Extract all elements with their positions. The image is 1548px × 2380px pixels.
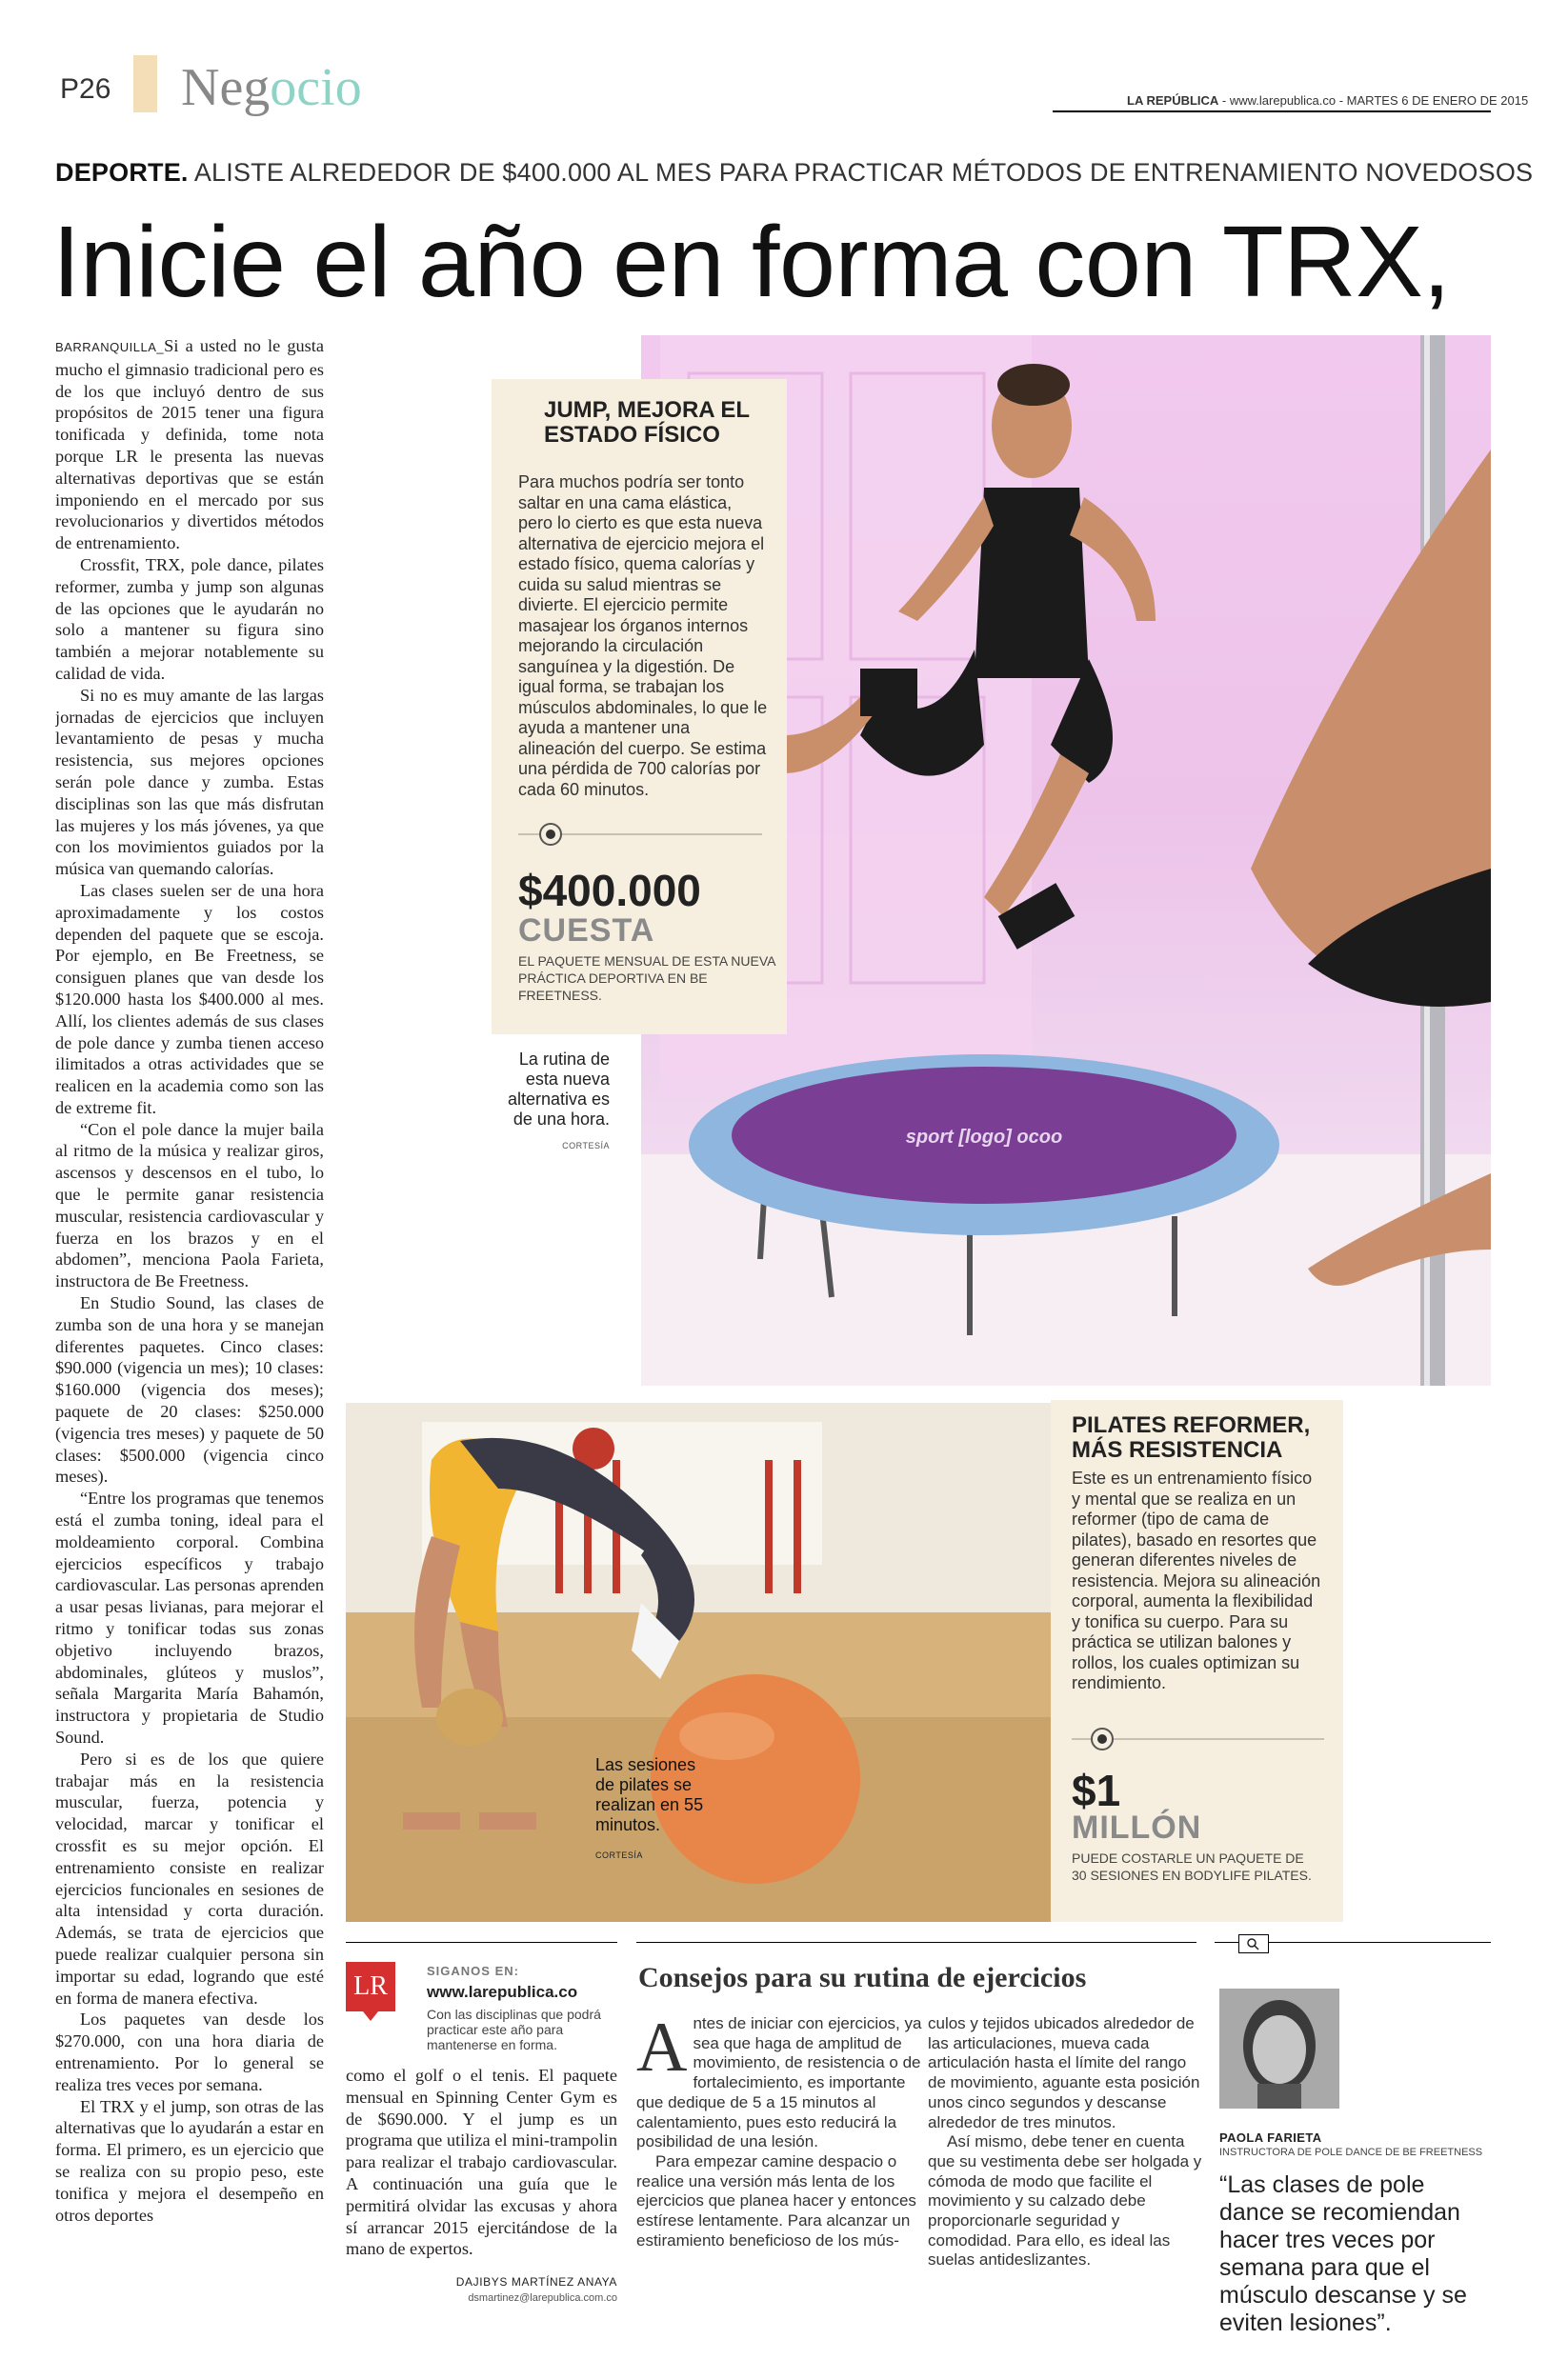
article-body-column-1: BARRANQUILLA_Si a usted no le gusta mucho el gimnasio tradicional pero es de los que incluyó dentro de sus propósitos de 2015 tener una figura tonificada y definida, tome nota porque LR le presenta las nuevas alternativas deportivas que se están imponiendo en el mercado por sus revolucionarios y divertidos métodos de entrenamiento. Crossfit, TRX, pole dance, pilates reformer, zumba y jump son algunas de las opciones que le ayudarán no solo a mantener su figura sino también a mejorar notablemente su calidad de vida. Si no es muy amante de las largas jornadas de ejercicios que incluyen levantamiento de pesas y mucha resistencia, sus mejores opciones serán pole dance y zumba. Estas disciplinas son las que más disfrutan las mujeres y los más jóvenes, ya que con los movimientos guiados por la música van quemando calorías. Las clases suelen ser de una hora aproximadamente y los costos dependen del paquete que se escoja. Por ejemplo, en Be Freetness, se consiguen planes que van desde los $120.000 hasta los $400.000 al mes. Allí, los clientes además de sus clases de pole dance y zumba tienen acceso ilimitados a otras actividades que se realicen en la academia como son las de extreme fit. “Con el pole dance la mujer baila al ritmo de la música y realizar giros, ascensos y descensos en el tubo, lo que le permite ganar resistencia muscular, resistencia cardiovascular y fuerza en los brazos y en el abdomen”, menciona Paola Farieta, instructora de Be Freetness. En Studio Sound, las clases de zumba son de una hora y se manejan diferentes paquetes. Cinco clases: $90.000 (vigencia un mes); 10 clases: $160.000 (vigencia dos meses); paquete de 20 clases: $250.000 (vigencia tres meses) y paquete de 50 clases: $500.000 (vigencia cinco meses). “Entre los programas que tenemos está el zumba toning, ideal para el moldeamiento corporal. Combina ejercicios específicos y trabajo cardiovascular. Las personas aprenden a usar pesas livianas, para mejorar el ritmo y tonificar todas sus zonas objetivo incluyendo brazos, abdominales, glúteos y muslos”, señala Margarita María Bahamón, instructora y propietaria de Studio Sound. Pero si es de los que quiere trabajar más en la resistencia muscular, fuerza, potencia y velocidad, marcar y tonificar el crossfit es su mejor opción. El entrenamiento consiste en realizar ejercicios funcionales en sesiones de alta intensidad y corta duración. Además, se trata de ejercicios que puede realizar cualquier persona sin importar su edad, logrando que esté en forma de manera efectiva. Los paquetes van desde los $270.000, con una hora diaria de entrenamiento. Por lo general se realiza tres veces por semana. El TRX y el jump, son otras de las alternativas que lo ayudarán a estar en forma. El primero, es un ejercicio que se realiza con su propio peso, este tonifica y mejora el desempeño en otros deportes — [55, 336, 324, 2225]
masthead-info: LA REPÚBLICA - www.larepublica.co - MARTES 6 DE ENERO DE 2015 — [1127, 93, 1529, 108]
section-color-bar — [133, 55, 157, 112]
pilates-box-title: PILATES REFORMER, MÁS RESISTENCIA — [1072, 1412, 1311, 1463]
lr-logo: LR — [346, 1962, 395, 2011]
follow-url[interactable]: www.larepublica.co — [427, 1983, 578, 2001]
section-title: Negocio — [181, 58, 362, 117]
pilates-photo — [346, 1403, 1051, 1922]
jump-box-text: Para muchos podría ser tonto saltar en una cama elástica, pero lo cierto es que esta nueva alternativa de ejercicio mejora el estado físico, quema calorías y cuida su salud mientras se divierte. El ejercicio permite masajear los órganos internos mejorando la circulación sanguínea y la digestión. De igual forma, se trabajan los músculos abdominales, lo que le ayuda a mantener una alineación del cuerpo. Se estima una pérdida de 700 calorías por cada 60 minutos. — [518, 472, 768, 799]
header-rule — [1053, 110, 1491, 112]
consejos-column-2: culos y tejidos ubicados alrededor de las articulaciones, mueva cada articulación hasta el límite del rango de movimiento, aguante esta posición unos cinco segundos y descanse alrededor de tres minutos. Así mismo, debe tener en cuenta que su vestimenta debe ser holgada y cómoda de modo que facilite el movimiento y su calzado debe proporcionarle seguridad y comodidad. Para ello, es ideal las suelas antideslizantes. — [928, 2014, 1202, 2270]
pilates-photo-caption: Las sesiones de pilates se realizan en 55 minutos. — [595, 1755, 704, 1834]
pilates-photo-illustration — [346, 1403, 1051, 1922]
pilates-box-text: Este es un entrenamiento físico y mental que se realiza en un reformer (tipo de cama de pilates), basado en resortes que generan diferentes niveles de resistencia. Mejora su alineación corporal, aumenta la flexibilidad y tonifica su cuerpo. Para su práctica se utilizan balones y rollos, los cuales optimizan su rendimiento. — [1072, 1469, 1321, 1692]
follow-text: Con las disciplinas que podrá practicar este año para mantenerse en forma. — [427, 2007, 601, 2052]
pilates-box-price-label: MILLÓN — [1072, 1810, 1202, 1846]
consejos-title: Consejos para su rutina de ejercicios — [638, 1962, 1087, 1993]
jump-photo-credit: CORTESÍA — [562, 1141, 610, 1150]
jump-box-price: $400.000 — [518, 866, 701, 915]
consejos-dropcap: A — [636, 2009, 688, 2087]
article-headline: Inicie el año en forma con TRX, — [52, 206, 1451, 318]
page-number: P26 — [60, 73, 111, 105]
jump-box-title: JUMP, MEJORA EL ESTADO FÍSICO — [544, 397, 750, 448]
article-dateline: BARRANQUILLA_ — [55, 340, 165, 354]
pilates-box-price: $1 — [1072, 1766, 1121, 1815]
paola-farieta-portrait — [1219, 1989, 1339, 2109]
search-magnifier-icon — [1238, 1934, 1269, 1953]
consejos-column-1: Antes de iniciar con ejercicios, ya sea que haga de amplitud de movimiento, de resistencia o de fortalecimiento, es importante que dedique de 5 a 15 minutos al calentamiento, pues esto reducirá la posibilidad de una lesión. Para empezar camine despacio o realice una versión más lenta de los ejercicios que planea hacer y entonces estírese lentamente. Para alcanzar un estiramiento beneficioso de los mús- — [636, 2009, 922, 2250]
bullet-target-icon — [1091, 1728, 1114, 1750]
article-author-email[interactable]: dsmartinez@larepublica.com.co — [468, 2292, 617, 2304]
article-body-column-2: como el golf o el tenis. El paquete mensual en Spinning Center Gym es de $690.000. Y el jump es un programa que utiliza el mini-trampolin para realizar el trabajo cardiovascular. A continuación una guía que le permitirá olvidar las excusas y ahora sí arrancar 2015 ejercitándose de la mano de expertos. — [346, 2066, 617, 2259]
pilates-infobox — [1051, 1400, 1343, 1922]
consejos-rule — [636, 1942, 1196, 1943]
trampoline-brand-text: sport [logo] ocoo — [905, 1127, 1063, 1148]
pilates-photo-credit: CORTESÍA — [595, 1850, 643, 1860]
quote-name: PAOLA FARIETA — [1219, 2130, 1322, 2145]
quote-text: “Las clases de pole dance se recomiendan hacer tres veces por semana para que el músculo descanse y se eviten lesiones”. — [1219, 2171, 1467, 2336]
quote-role: INSTRUCTORA DE POLE DANCE DE BE FREETNESS — [1219, 2147, 1483, 2158]
follow-rule — [346, 1942, 617, 1943]
jump-photo-caption: La rutina de esta nueva alternativa es de una hora. — [507, 1050, 610, 1129]
jump-box-price-desc: EL PAQUETE MENSUAL DE ESTA NUEVA PRÁCTICA DEPORTIVA EN BE FREETNESS. — [518, 953, 775, 1003]
bullet-target-icon — [539, 823, 562, 846]
jump-infobox — [492, 379, 787, 1034]
follow-label: SIGANOS EN: — [427, 1964, 519, 1978]
article-author: DAJIBYS MARTÍNEZ ANAYA — [455, 2275, 617, 2289]
jump-box-price-label: CUESTA — [518, 912, 655, 949]
pilates-box-price-desc: PUEDE COSTARLE UN PAQUETE DE 30 SESIONES EN BODYLIFE PILATES. — [1072, 1850, 1312, 1883]
article-kicker: DEPORTE. ALISTE ALREDEDOR DE $400.000 AL MES PARA PRACTICAR MÉTODOS DE ENTRENAMIENTO NOVEDOSOS — [55, 158, 1534, 187]
